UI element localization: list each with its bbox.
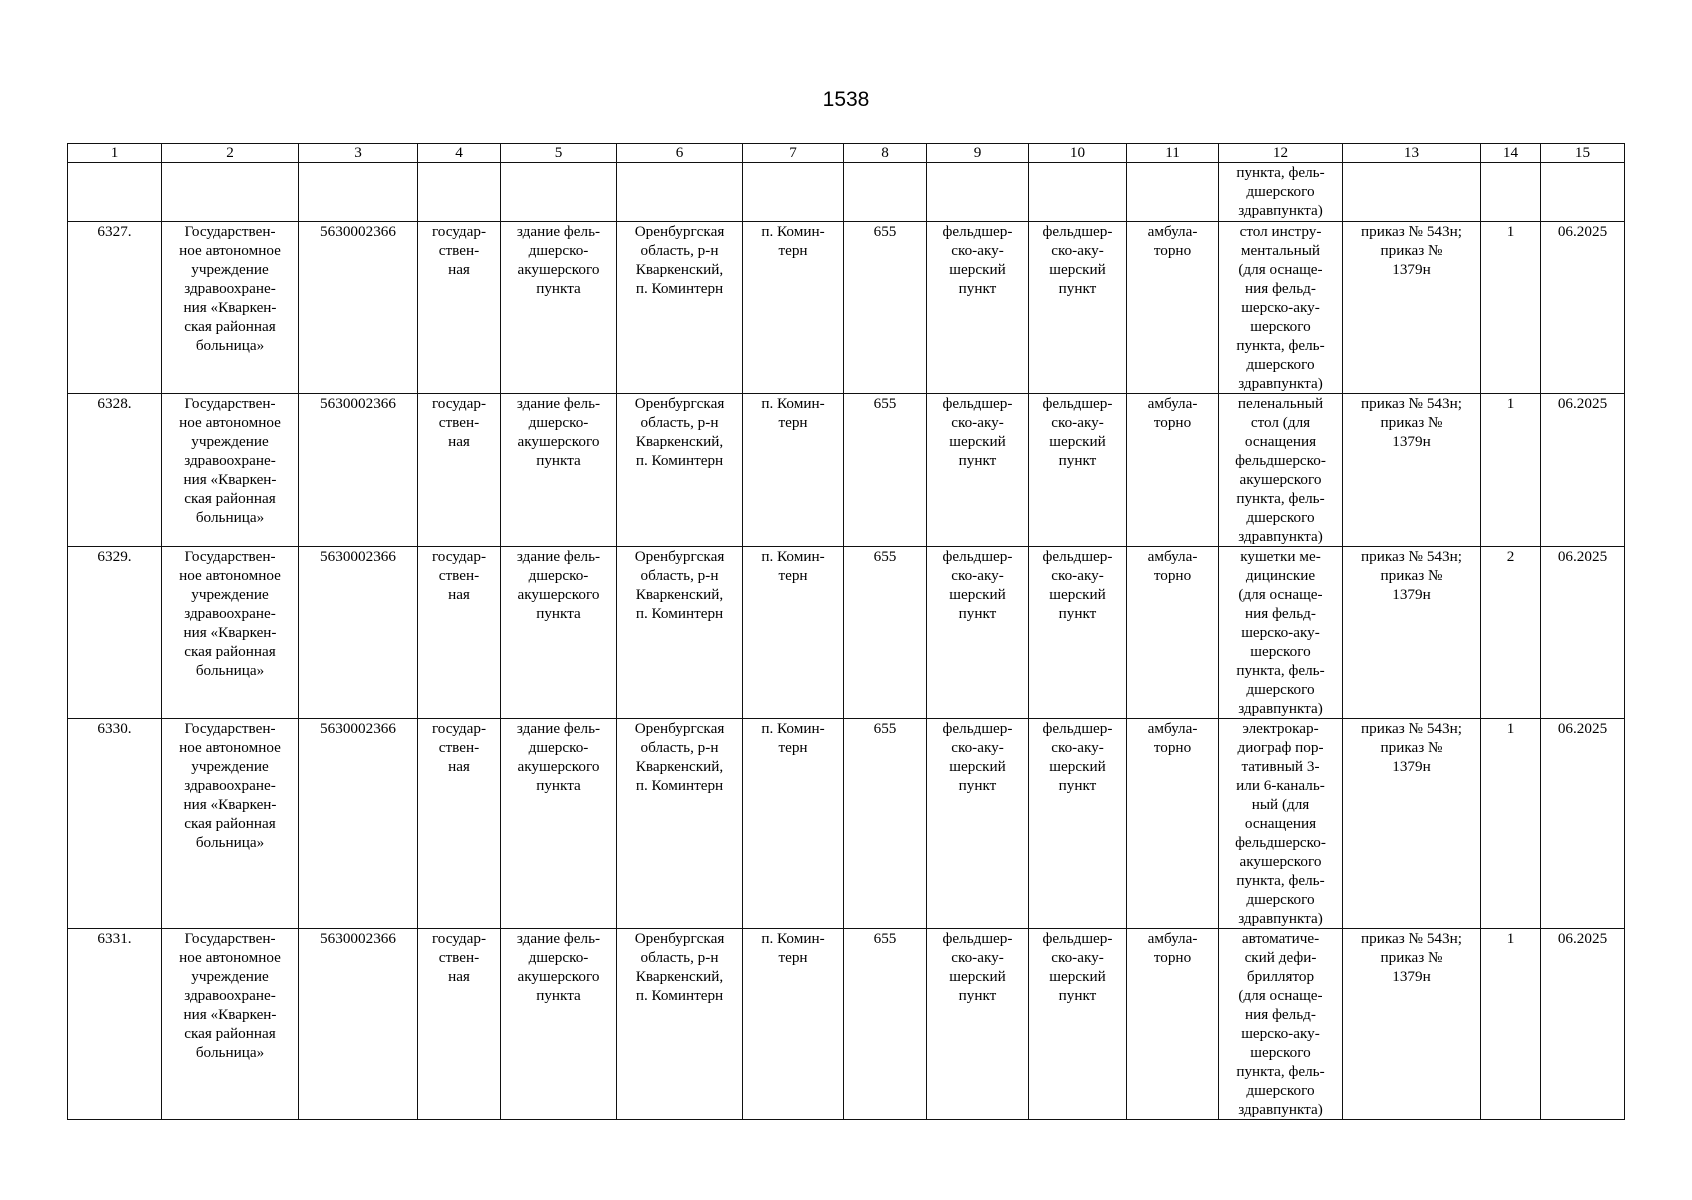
unit-type-cell: фельдшер- ско-аку- шерский пункт <box>927 719 1029 929</box>
building-cell: здание фель- дшерско- акушерского пункта <box>501 719 617 929</box>
address-cell: Оренбургская область, р-н Кваркенский, п. Коминтерн <box>617 222 743 394</box>
settlement-cell: п. Комин- терн <box>743 394 844 547</box>
organization-cell: Государствен- ное автономное учреждение здравоохране- ния «Кваркен- ская районная больница» <box>162 547 299 719</box>
column-number: 15 <box>1541 144 1625 163</box>
equipment-cell: пункта, фель- дшерского здравпункта) <box>1219 163 1343 222</box>
column-number: 13 <box>1343 144 1481 163</box>
table-row <box>68 222 1625 394</box>
ownership-cell: государ- ствен- ная <box>418 929 501 1120</box>
unit-name-cell: фельдшер- ско-аку- шерский пункт <box>1029 719 1127 929</box>
quantity-cell: 1 <box>1481 394 1541 547</box>
table-row <box>68 929 1625 1120</box>
date-cell: 06.2025 <box>1541 394 1625 547</box>
organization-cell: Государствен- ное автономное учреждение здравоохране- ния «Кваркен- ская районная больница» <box>162 222 299 394</box>
unit-type-cell: фельдшер- ско-аку- шерский пункт <box>927 394 1029 547</box>
settlement-cell: п. Комин- терн <box>743 719 844 929</box>
order-cell: приказ № 543н; приказ № 1379н <box>1343 719 1481 929</box>
column-number: 6 <box>617 144 743 163</box>
registry-table <box>67 143 1625 1120</box>
equipment-cell: стол инстру- ментальный (для оснаще- ния фельд- шерско-аку- шерского пункта, фель- дшерского здравпункта) <box>1219 222 1343 394</box>
row-number-cell: 6327. <box>68 222 162 394</box>
unit-name-cell: фельдшер- ско-аку- шерский пункт <box>1029 547 1127 719</box>
order-cell: приказ № 543н; приказ № 1379н <box>1343 547 1481 719</box>
row-number-cell: 6328. <box>68 394 162 547</box>
building-cell: здание фель- дшерско- акушерского пункта <box>501 394 617 547</box>
column-number: 1 <box>68 144 162 163</box>
column-number: 8 <box>844 144 927 163</box>
population-cell: 655 <box>844 394 927 547</box>
address-cell: Оренбургская область, р-н Кваркенский, п. Коминтерн <box>617 547 743 719</box>
ownership-cell: государ- ствен- ная <box>418 394 501 547</box>
unit-name-cell: фельдшер- ско-аку- шерский пункт <box>1029 222 1127 394</box>
population-cell: 655 <box>844 547 927 719</box>
column-number: 12 <box>1219 144 1343 163</box>
date-cell: 06.2025 <box>1541 929 1625 1120</box>
address-cell: Оренбургская область, р-н Кваркенский, п. Коминтерн <box>617 719 743 929</box>
row-number-cell: 6331. <box>68 929 162 1120</box>
inn-cell: 5630002366 <box>299 222 418 394</box>
table-row <box>68 719 1625 929</box>
ownership-cell: государ- ствен- ная <box>418 719 501 929</box>
equipment-cell: автоматиче- ский дефи- бриллятор (для оснаще- ния фельд- шерско-аку- шерского пункта, фель- дшерского здравпункта) <box>1219 929 1343 1120</box>
unit-name-cell: фельдшер- ско-аку- шерский пункт <box>1029 394 1127 547</box>
care-condition-cell: амбула- торно <box>1127 547 1219 719</box>
unit-type-cell: фельдшер- ско-аку- шерский пункт <box>927 222 1029 394</box>
row-number-cell: 6330. <box>68 719 162 929</box>
quantity-cell: 2 <box>1481 547 1541 719</box>
column-number: 2 <box>162 144 299 163</box>
inn-cell: 5630002366 <box>299 929 418 1120</box>
quantity-cell: 1 <box>1481 222 1541 394</box>
continuation-row <box>68 163 1625 222</box>
unit-type-cell: фельдшер- ско-аку- шерский пункт <box>927 929 1029 1120</box>
building-cell: здание фель- дшерско- акушерского пункта <box>501 929 617 1120</box>
quantity-cell: 1 <box>1481 719 1541 929</box>
order-cell: приказ № 543н; приказ № 1379н <box>1343 222 1481 394</box>
column-number-row <box>68 144 1625 163</box>
quantity-cell: 1 <box>1481 929 1541 1120</box>
address-cell: Оренбургская область, р-н Кваркенский, п. Коминтерн <box>617 929 743 1120</box>
care-condition-cell: амбула- торно <box>1127 394 1219 547</box>
population-cell: 655 <box>844 929 927 1120</box>
order-cell: приказ № 543н; приказ № 1379н <box>1343 929 1481 1120</box>
care-condition-cell: амбула- торно <box>1127 222 1219 394</box>
table-row <box>68 394 1625 547</box>
care-condition-cell: амбула- торно <box>1127 719 1219 929</box>
ownership-cell: государ- ствен- ная <box>418 222 501 394</box>
unit-type-cell: фельдшер- ско-аку- шерский пункт <box>927 547 1029 719</box>
address-cell: Оренбургская область, р-н Кваркенский, п. Коминтерн <box>617 394 743 547</box>
organization-cell: Государствен- ное автономное учреждение здравоохране- ния «Кваркен- ская районная больница» <box>162 719 299 929</box>
settlement-cell: п. Комин- терн <box>743 929 844 1120</box>
ownership-cell: государ- ствен- ная <box>418 547 501 719</box>
equipment-cell: электрокар- диограф пор- тативный 3- или 6-каналь- ный (для оснащения фельдшерско- акушерского пункта, фель- дшерского здравпункта) <box>1219 719 1343 929</box>
organization-cell: Государствен- ное автономное учреждение здравоохране- ния «Кваркен- ская районная больница» <box>162 394 299 547</box>
date-cell: 06.2025 <box>1541 719 1625 929</box>
settlement-cell: п. Комин- терн <box>743 547 844 719</box>
inn-cell: 5630002366 <box>299 394 418 547</box>
column-number: 7 <box>743 144 844 163</box>
table-row <box>68 547 1625 719</box>
column-number: 9 <box>927 144 1029 163</box>
column-number: 4 <box>418 144 501 163</box>
page-number: 1538 <box>822 88 870 111</box>
care-condition-cell: амбула- торно <box>1127 929 1219 1120</box>
building-cell: здание фель- дшерско- акушерского пункта <box>501 547 617 719</box>
building-cell: здание фель- дшерско- акушерского пункта <box>501 222 617 394</box>
row-number-cell: 6329. <box>68 547 162 719</box>
equipment-cell: пеленальный стол (для оснащения фельдшерско- акушерского пункта, фель- дшерского здравпункта) <box>1219 394 1343 547</box>
date-cell: 06.2025 <box>1541 547 1625 719</box>
column-number: 10 <box>1029 144 1127 163</box>
column-number: 14 <box>1481 144 1541 163</box>
date-cell: 06.2025 <box>1541 222 1625 394</box>
organization-cell: Государствен- ное автономное учреждение здравоохране- ния «Кваркен- ская районная больница» <box>162 929 299 1120</box>
population-cell: 655 <box>844 222 927 394</box>
column-number: 5 <box>501 144 617 163</box>
order-cell: приказ № 543н; приказ № 1379н <box>1343 394 1481 547</box>
population-cell: 655 <box>844 719 927 929</box>
inn-cell: 5630002366 <box>299 719 418 929</box>
equipment-cell: кушетки ме- дицинские (для оснаще- ния фельд- шерско-аку- шерского пункта, фель- дшерского здравпункта) <box>1219 547 1343 719</box>
inn-cell: 5630002366 <box>299 547 418 719</box>
unit-name-cell: фельдшер- ско-аку- шерский пункт <box>1029 929 1127 1120</box>
column-number: 3 <box>299 144 418 163</box>
settlement-cell: п. Комин- терн <box>743 222 844 394</box>
column-number: 11 <box>1127 144 1219 163</box>
